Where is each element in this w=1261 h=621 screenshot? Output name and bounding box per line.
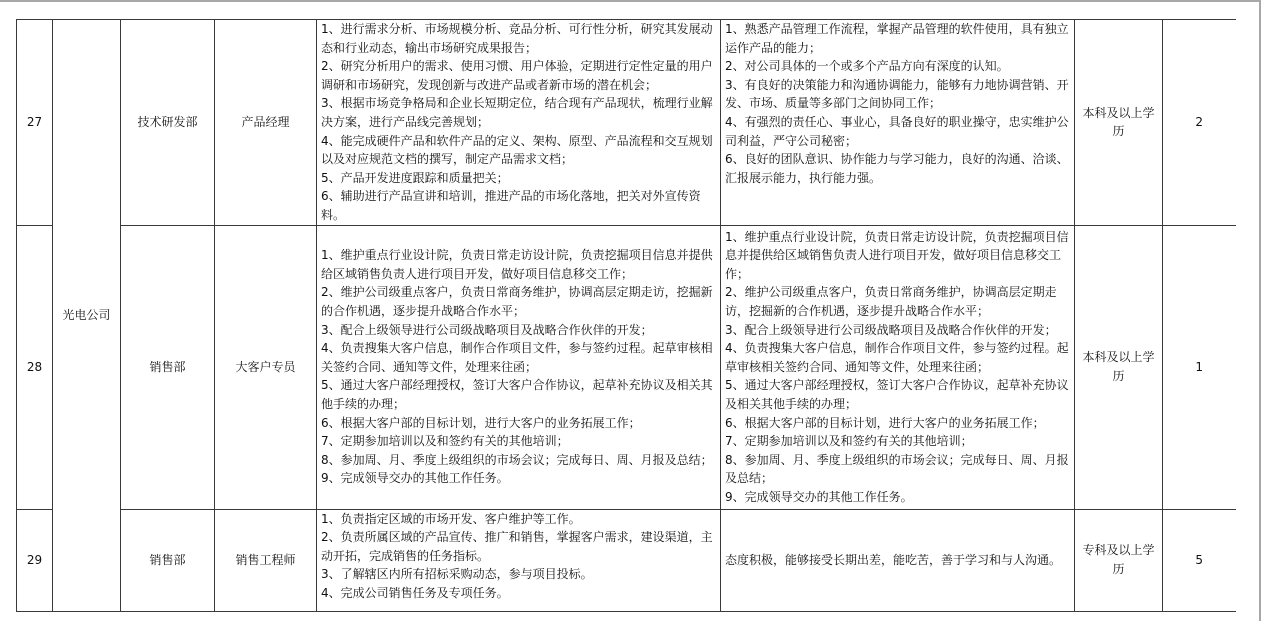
- duties-cell[interactable]: 1、负责指定区域的市场开发、客户维护等工作。 2、负责所属区域的产品宣传、推广和销售，掌握客户需求，建设渠道，主动开拓，完成销售的任务指标。 3、了解辖区内所有招标采购动态，参与项目投标。 4、完成公司销售任务及专项任务。: [317, 509, 721, 611]
- requirements-cell[interactable]: 态度积极，能够接受长期出差，能吃苦，善于学习和与人沟通。: [721, 509, 1075, 611]
- requirements-cell[interactable]: 1、熟悉产品管理工作流程，掌握产品管理的软件使用，具有独立运作产品的能力； 2、对公司具体的一个或多个产品方向有深度的认知。 3、有良好的决策能力和沟通协调能力，能够有力地协调营销、开发、市场、质量等多部门之间协同工作； 4、有强烈的责任心、事业心，具备良好的职业操守，忠实维护公司利益，严守公司秘密； 6、良好的团队意识、协作能力与学习能力，良好的沟通、洽谈、汇报展示能力，执行能力强。: [721, 20, 1075, 226]
- sheet-top-border: [0, 0, 1261, 2]
- count-cell[interactable]: 5: [1163, 509, 1236, 611]
- count-cell[interactable]: 2: [1163, 20, 1236, 226]
- count-cell[interactable]: 1: [1163, 225, 1236, 509]
- table-row: [17, 225, 1236, 509]
- row-number[interactable]: 29: [17, 509, 53, 611]
- row-number[interactable]: 28: [17, 225, 53, 509]
- department-cell[interactable]: 技术研发部: [121, 20, 215, 226]
- company-cell[interactable]: 光电公司: [53, 20, 121, 612]
- position-cell[interactable]: 销售工程师: [215, 509, 317, 611]
- duties-cell[interactable]: 1、维护重点行业设计院，负责日常走访设计院，负责挖掘项目信息并提供给区域销售负责人进行项目开发，做好项目信息移交工作； 2、维护公司级重点客户，负责日常商务维护，协调高层定期走访，挖掘新的合作机遇，逐步提升战略合作水平； 3、配合上级领导进行公司级战略项目及战略合作伙伴的开发； 4、负责搜集大客户信息，制作合作项目文件，参与签约过程。起草审核相关签约合同、通知等文件，处理来往函； 5、通过大客户部经理授权，签订大客户合作协议，起草补充协议及相关其他手续的办理； 6、根据大客户部的目标计划，进行大客户的业务拓展工作； 7、定期参加培训以及和签约有关的其他培训； 8、参加周、月、季度上级组织的市场会议；完成每日、周、月报及总结； 9、完成领导交办的其他工作任务。: [317, 225, 721, 509]
- department-cell[interactable]: 销售部: [121, 509, 215, 611]
- department-cell[interactable]: 销售部: [121, 225, 215, 509]
- job-table: [16, 19, 1236, 612]
- education-cell[interactable]: 专科及以上学历: [1075, 509, 1163, 611]
- table-row: [17, 509, 1236, 611]
- education-cell[interactable]: 本科及以上学历: [1075, 20, 1163, 226]
- position-cell[interactable]: 产品经理: [215, 20, 317, 226]
- table-row: [17, 20, 1236, 226]
- duties-cell[interactable]: 1、进行需求分析、市场规模分析、竞品分析、可行性分析，研究其发展动态和行业动态，输出市场研究成果报告； 2、研究分析用户的需求、使用习惯、用户体验，定期进行定性定量的用户调研和市场研究，发现创新与改进产品或者新市场的潜在机会； 3、根据市场竞争格局和企业长短期定位，结合现有产品现状，梳理行业解决方案，进行产品线完善规划； 4、能完成硬件产品和软件产品的定义、架构、原型、产品流程和交互规划以及对应规范文档的撰写，制定产品需求文档； 5、产品开发进度跟踪和质量把关； 6、辅助进行产品宣讲和培训，推进产品的市场化落地，把关对外宣传资料。: [317, 20, 721, 226]
- position-cell[interactable]: 大客户专员: [215, 225, 317, 509]
- requirements-cell[interactable]: 1、维护重点行业设计院，负责日常走访设计院，负责挖掘项目信息并提供给区域销售负责人进行项目开发，做好项目信息移交工作； 2、维护公司级重点客户，负责日常商务维护，协调高层定期走访，挖掘新的合作机遇，逐步提升战略合作水平； 3、配合上级领导进行公司级战略项目及战略合作伙伴的开发； 4、负责搜集大客户信息，制作合作项目文件，参与签约过程。起草审核相关签约合同、通知等文件，处理来往函； 5、通过大客户部经理授权，签订大客户合作协议，起草补充协议及相关其他手续的办理； 6、根据大客户部的目标计划，进行大客户的业务拓展工作； 7、定期参加培训以及和签约有关的其他培训； 8、参加周、月、季度上级组织的市场会议；完成每日、周、月报及总结； 9、完成领导交办的其他工作任务。: [721, 225, 1075, 509]
- row-number[interactable]: 27: [17, 20, 53, 226]
- education-cell[interactable]: 本科及以上学历: [1075, 225, 1163, 509]
